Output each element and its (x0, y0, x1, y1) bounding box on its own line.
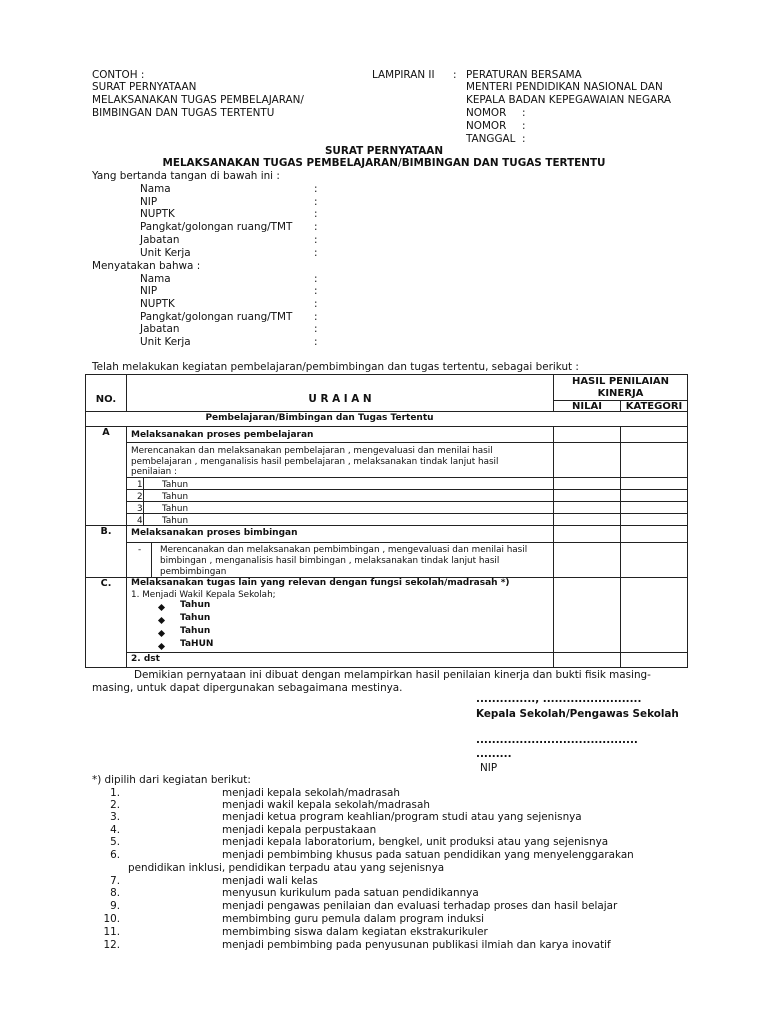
table-rule (85, 667, 688, 668)
field-label: NIP (140, 285, 158, 297)
field-label: Pangkat/golongan ruang/TMT (140, 221, 293, 233)
section-b-desc-2: bimbingan , menganalisis hasil bimbingan , melaksanakan tindak lanjut hasil (160, 556, 500, 566)
table-rule (126, 652, 688, 653)
field-colon: : (314, 196, 318, 208)
field-label: Nama (140, 183, 171, 195)
field-colon: : (314, 298, 318, 310)
section-c-dst: 2. dst (131, 654, 160, 664)
col-header-kategori: KATEGORI (625, 401, 683, 412)
field-label: NIP (140, 196, 158, 208)
footnote-no: 8. (110, 887, 120, 899)
header-contoh: CONTOH : (92, 69, 145, 81)
header-surat: SURAT PERNYATAAN (92, 81, 197, 93)
section-a-desc-1: Merencanakan dan melaksanakan pembelajaran , mengevaluasi dan menilai hasil (131, 446, 493, 456)
footnote-no: 2. (110, 799, 120, 811)
field-label: Unit Kerja (140, 336, 191, 348)
section-a-desc-3: penilaian : (131, 467, 178, 477)
telah-text: Telah melakukan kegiatan pembelajaran/pembimbingan dan tugas tertentu, sebagai berikut : (92, 361, 579, 373)
col-header-uraian: U R A I A N (308, 393, 372, 405)
section-c-item: Tahun (180, 600, 211, 610)
section-c-item: Tahun (180, 613, 211, 623)
table-rule (126, 513, 688, 514)
lampiran-nomor-2-sep: : (522, 120, 526, 132)
closing-text-1: Demikian pernyataan ini dibuat dengan melampirkan hasil penilaian kinerja dan bukti fisik masing- (134, 669, 651, 681)
year-row-label: Tahun (162, 492, 189, 502)
table-rule (85, 374, 688, 375)
lampiran-line-3: KEPALA BADAN KEPEGAWAIAN NEGARA (466, 94, 672, 106)
lampiran-tanggal: TANGGAL (466, 133, 516, 145)
section-b-dash: - (138, 545, 142, 555)
bullet-icon (158, 604, 165, 611)
footnote-no: 1. (110, 787, 120, 799)
footnote-no: 11. (103, 926, 120, 938)
section-c-title: Melaksanakan tugas lain yang relevan dengan fungsi sekolah/madrasah *) (131, 578, 510, 588)
footnote-no: 9. (110, 900, 120, 912)
field-colon: : (314, 247, 318, 259)
footnote-text: menjadi ketua program keahlian/program studi atau yang sejenisnya (222, 811, 582, 823)
section-a-title: Melaksanakan proses pembelajaran (131, 430, 314, 440)
lampiran-line-1: PERATURAN BERSAMA (466, 69, 582, 81)
table-rule (126, 477, 688, 478)
table-rule (687, 374, 688, 668)
sign-nip: NIP (480, 762, 498, 774)
field-colon: : (314, 311, 318, 323)
lampiran-tanggal-sep: : (522, 133, 526, 145)
field-colon: : (314, 273, 318, 285)
footnote-text: menjadi wakil kepala sekolah/madrasah (222, 799, 430, 811)
section-a-no: A (102, 427, 110, 438)
footnote-text: menjadi wali kelas (222, 875, 318, 887)
footnote-no: 3. (110, 811, 120, 823)
footnote-text: pendidikan inklusi, pendidikan terpadu atau yang sejenisnya (128, 862, 445, 874)
col-header-no: NO. (95, 394, 117, 405)
footnote-text: menjadi kepala perpustakaan (222, 824, 377, 836)
footnote-title: *) dipilih dari kegiatan berikut: (92, 774, 251, 786)
header-melaksanakan: MELAKSANAKAN TUGAS PEMBELAJARAN/ (92, 94, 304, 106)
table-subheader: Pembelajaran/Bimbingan dan Tugas Tertentu (205, 413, 434, 423)
footnote-no: 4. (110, 824, 120, 836)
section-c-no: C. (100, 578, 112, 589)
sign-name: ......................................... (476, 734, 638, 746)
field-label: Jabatan (140, 234, 180, 246)
field-colon: : (314, 323, 318, 335)
year-row-no: 4 (137, 516, 143, 526)
bullet-icon (158, 617, 165, 624)
lampiran-nomor-1-sep: : (522, 107, 526, 119)
footnote-no: 6. (110, 849, 120, 861)
field-label: Pangkat/golongan ruang/TMT (140, 311, 293, 323)
section-c-sub: 1. Menjadi Wakil Kepala Sekolah; (131, 590, 276, 600)
title-line-1: SURAT PERNYATAAN (324, 145, 444, 157)
field-colon: : (314, 336, 318, 348)
intro-text: Yang bertanda tangan di bawah ini : (92, 170, 280, 182)
footnote-text: menjadi pembimbing pada penyusunan publikasi ilmiah dan karya inovatif (222, 939, 611, 951)
lampiran-nomor-1: NOMOR (466, 107, 507, 119)
sign-role: Kepala Sekolah/Pengawas Sekolah (476, 708, 679, 720)
section-b-desc-1: Merencanakan dan melaksanakan pembimbingan , mengevaluasi dan menilai hasil (160, 545, 528, 555)
footnote-text: menjadi kepala laboratorium, bengkel, unit produksi atau yang sejenisnya (222, 836, 609, 848)
lampiran-line-2: MENTERI PENDIDIKAN NASIONAL DAN (466, 81, 663, 93)
bullet-icon (158, 630, 165, 637)
field-colon: : (314, 221, 318, 233)
field-label: Jabatan (140, 323, 180, 335)
field-colon: : (314, 183, 318, 195)
menyatakan-text: Menyatakan bahwa : (92, 260, 201, 272)
closing-text-2: masing, untuk dapat dipergunakan sebagaimana mestinya. (92, 682, 403, 694)
field-colon: : (314, 285, 318, 297)
header-bimbingan: BIMBINGAN DAN TUGAS TERTENTU (92, 107, 275, 119)
footnote-text: menjadi kepala sekolah/madrasah (222, 787, 400, 799)
year-row-label: Tahun (162, 516, 189, 526)
lampiran-colon: : (453, 69, 457, 81)
table-rule (126, 542, 688, 543)
table-rule (143, 477, 144, 525)
footnote-text: membimbing guru pemula dalam program induksi (222, 913, 485, 925)
section-b-desc-3: pembimbingan (160, 567, 227, 577)
field-label: NUPTK (140, 298, 175, 310)
sign-name-cont: ......... (476, 748, 512, 760)
table-rule (126, 374, 127, 411)
footnote-no: 12. (103, 939, 120, 951)
col-header-kinerja: KINERJA (597, 388, 644, 399)
footnote-no: 7. (110, 875, 120, 887)
year-row-no: 1 (137, 480, 143, 490)
field-colon: : (314, 208, 318, 220)
col-header-hasil: HASIL PENILAIAN (571, 376, 670, 387)
section-a-desc-2: pembelajaran , menganalisis hasil pembelajaran , melaksanakan tindak lanjut hasil (131, 457, 499, 467)
lampiran-nomor-2: NOMOR (466, 120, 507, 132)
section-b-title: Melaksanakan proses bimbingan (131, 528, 298, 538)
year-row-label: Tahun (162, 480, 189, 490)
table-rule (553, 426, 554, 667)
lampiran-label: LAMPIRAN II (372, 69, 435, 81)
field-label: NUPTK (140, 208, 175, 220)
col-header-nilai: NILAI (572, 401, 602, 412)
year-row-no: 2 (137, 492, 143, 502)
footnote-text: menyusun kurikulum pada satuan pendidikannya (222, 887, 479, 899)
footnote-text: menjadi pengawas penilaian dan evaluasi terhadap proses dan hasil belajar (222, 900, 618, 912)
footnote-no: 5. (110, 836, 120, 848)
footnote-text: menjadi pembimbing khusus pada satuan pendidikan yang menyelenggarakan (222, 849, 634, 861)
section-b-no: B. (100, 526, 112, 537)
section-c-item: Tahun (180, 626, 211, 636)
bullet-icon (158, 643, 165, 650)
year-row-no: 3 (137, 504, 143, 514)
table-rule (85, 426, 688, 427)
table-rule (151, 542, 152, 577)
table-rule (126, 426, 127, 667)
field-label: Nama (140, 273, 171, 285)
table-rule (126, 489, 688, 490)
field-colon: : (314, 234, 318, 246)
footnote-no: 10. (103, 913, 120, 925)
sign-place-date: ..............., ......................... (476, 693, 642, 705)
table-rule (620, 426, 621, 667)
year-row-label: Tahun (162, 504, 189, 514)
title-line-2: MELAKSANAKAN TUGAS PEMBELAJARAN/BIMBINGAN DAN TUGAS TERTENTU (162, 157, 606, 169)
table-rule (126, 442, 688, 443)
table-rule (126, 501, 688, 502)
footnote-text: membimbing siswa dalam kegiatan ekstrakurikuler (222, 926, 488, 938)
section-c-item: TaHUN (180, 639, 214, 649)
field-label: Unit Kerja (140, 247, 191, 259)
